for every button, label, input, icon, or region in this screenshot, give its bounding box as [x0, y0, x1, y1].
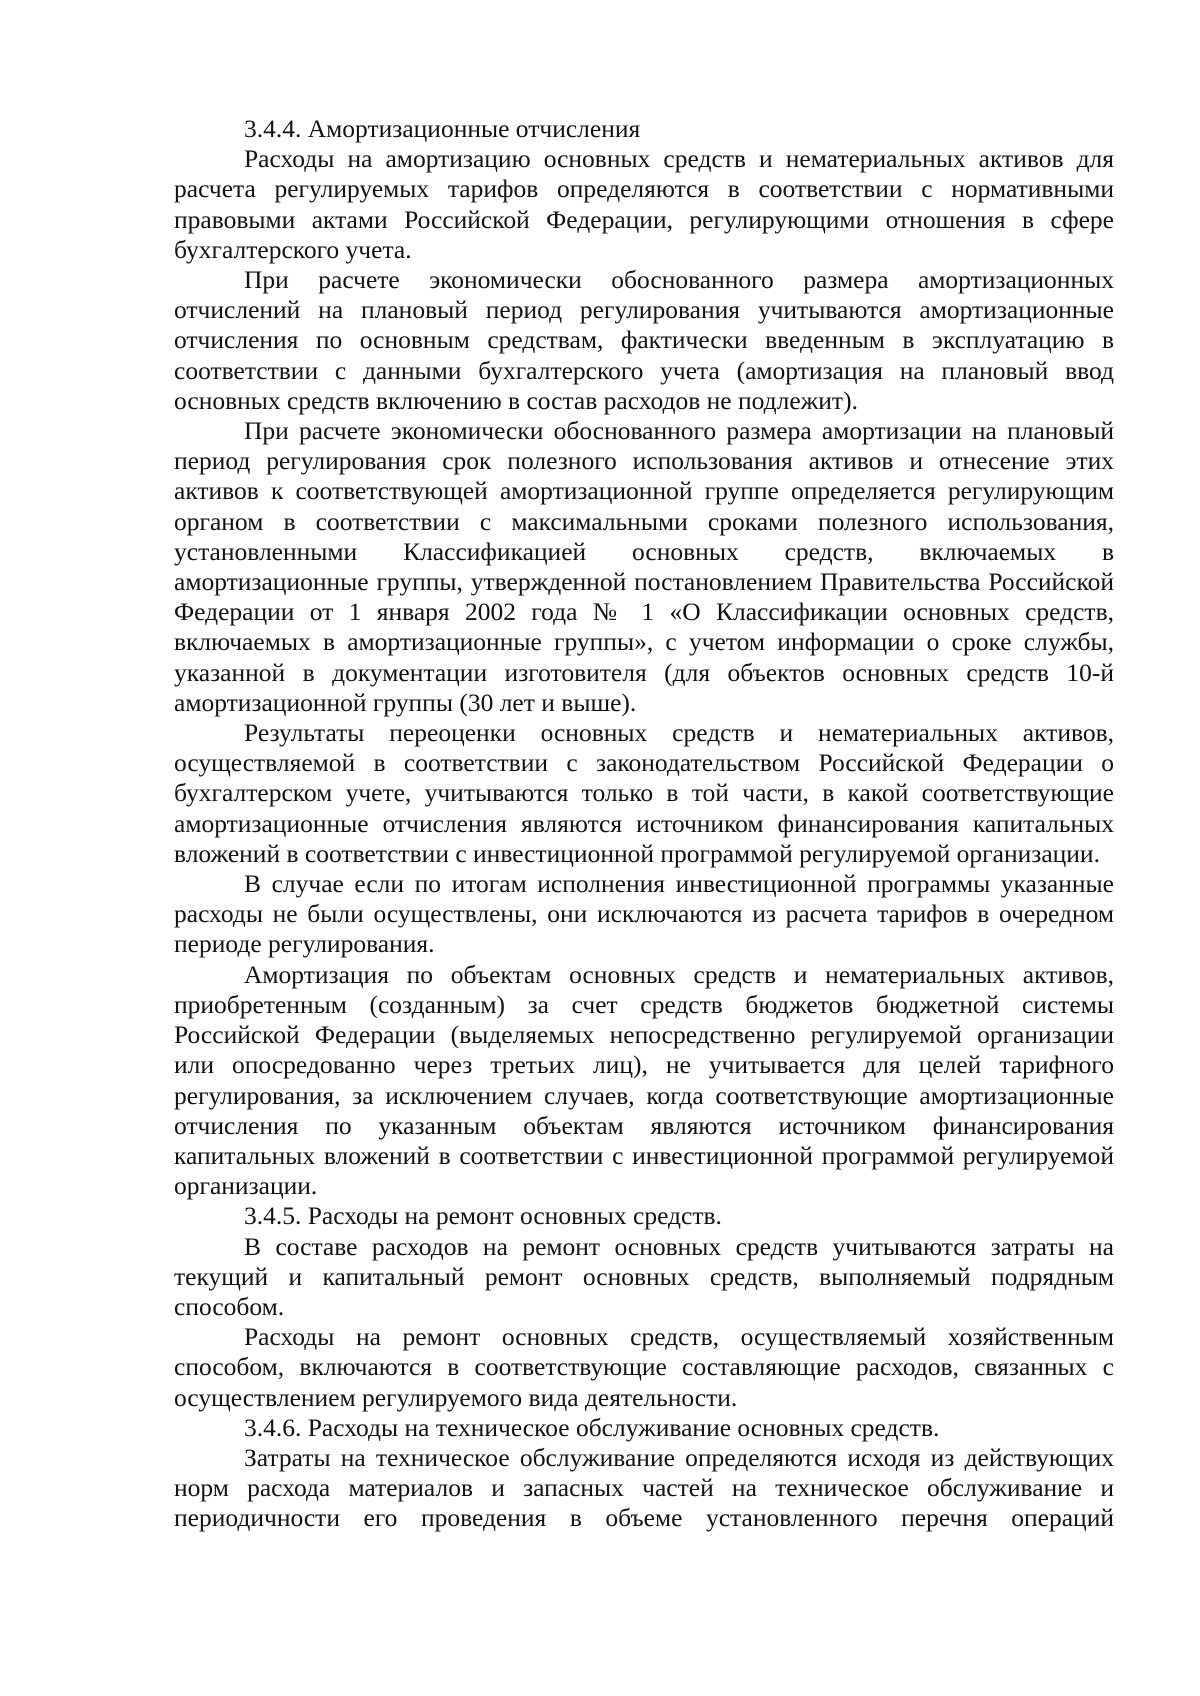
- section-heading-3-4-6: 3.4.6. Расходы на техническое обслуживание основных средств.: [244, 1412, 940, 1442]
- paragraph-maintenance-costs: Затраты на техническое обслуживание определяются исходя из действующих норм расхода материалов и запасных частей на техническое обслуживание и периодичности его проведения в объеме установленного перечня операций: [174, 1442, 1114, 1533]
- paragraph-unrealized-expenses: В случае если по итогам исполнения инвестиционной программы указанные расходы не были осуществлены, они исключаются из расчета тарифов в очередном периоде регулирования.: [174, 869, 1114, 959]
- paragraph-repair-contract: В составе расходов на ремонт основных средств учитываются затраты на текущий и капитальный ремонт основных средств, выполняемый подрядным способом.: [174, 1231, 1114, 1321]
- document-body: [174, 114, 1114, 1534]
- paragraph-revaluation-results: Результаты переоценки основных средств и нематериальных активов, осуществляемой в соответствии с законодательством Российской Федерации о бухгалтерском учете, учитываются только в той части, в какой соответствующие амортизационные отчисления являются источником финансирования капитальных вложений в соответствии с инвестиционной программой регулируемой организации.: [174, 718, 1114, 868]
- paragraph-repair-in-house: Расходы на ремонт основных средств, осуществляемый хозяйственным способом, включаются в соответствующие составляющие расходов, связанных с осуществлением регулируемого вида деятельности.: [174, 1322, 1114, 1412]
- section-heading-3-4-5: 3.4.5. Расходы на ремонт основных средств.: [244, 1201, 722, 1231]
- section-heading-3-4-4: 3.4.4. Амортизационные отчисления: [244, 114, 641, 143]
- paragraph-budget-funded-assets: Амортизация по объектам основных средств и нематериальных активов, приобретенным (созданным) за счет средств бюджетов бюджетной системы Российской Федерации (выделяемых непосредственно регулируемой организации или опосредованно через третьих лиц), не учитывается для целей тарифного регулирования, за исключением случаев, когда соответствующие амортизационные отчисления по указанным объектам являются источником финансирования капитальных вложений в соответствии с инвестиционной программой регулируемой организации.: [174, 959, 1114, 1201]
- paragraph-useful-life: При расчете экономически обоснованного размера амортизации на плановый период регулирования срок полезного использования активов и отнесение этих активов к соответствующей амортизационной группе определяется регулирующим органом в соответствии с максимальными сроками полезного использования, установленными Классификацией основных средств, включаемых в амортизационные группы, утвержденной постановлением Правительства Российской Федерации от 1 января 2002 года № 1 «О Классификации основных средств, включаемых в амортизационные группы», с учетом информации о сроке службы, указанной в документации изготовителя (для объектов основных средств 10-й амортизационной группы (30 лет и выше).: [174, 416, 1114, 717]
- paragraph-planned-period-calculation: При расчете экономически обоснованного размера амортизационных отчислений на плановый период регулирования учитываются амортизационные отчисления по основным средствам, фактически введенным в эксплуатацию в соответствии с данными бухгалтерского учета (амортизация на плановый ввод основных средств включению в состав расходов не подлежит).: [174, 265, 1114, 415]
- paragraph-amortization-expenses: Расходы на амортизацию основных средств и нематериальных активов для расчета регулируемых тарифов определяются в соответствии с нормативными правовыми актами Российской Федерации, регулирующими отношения в сфере бухгалтерского учета.: [174, 144, 1114, 264]
